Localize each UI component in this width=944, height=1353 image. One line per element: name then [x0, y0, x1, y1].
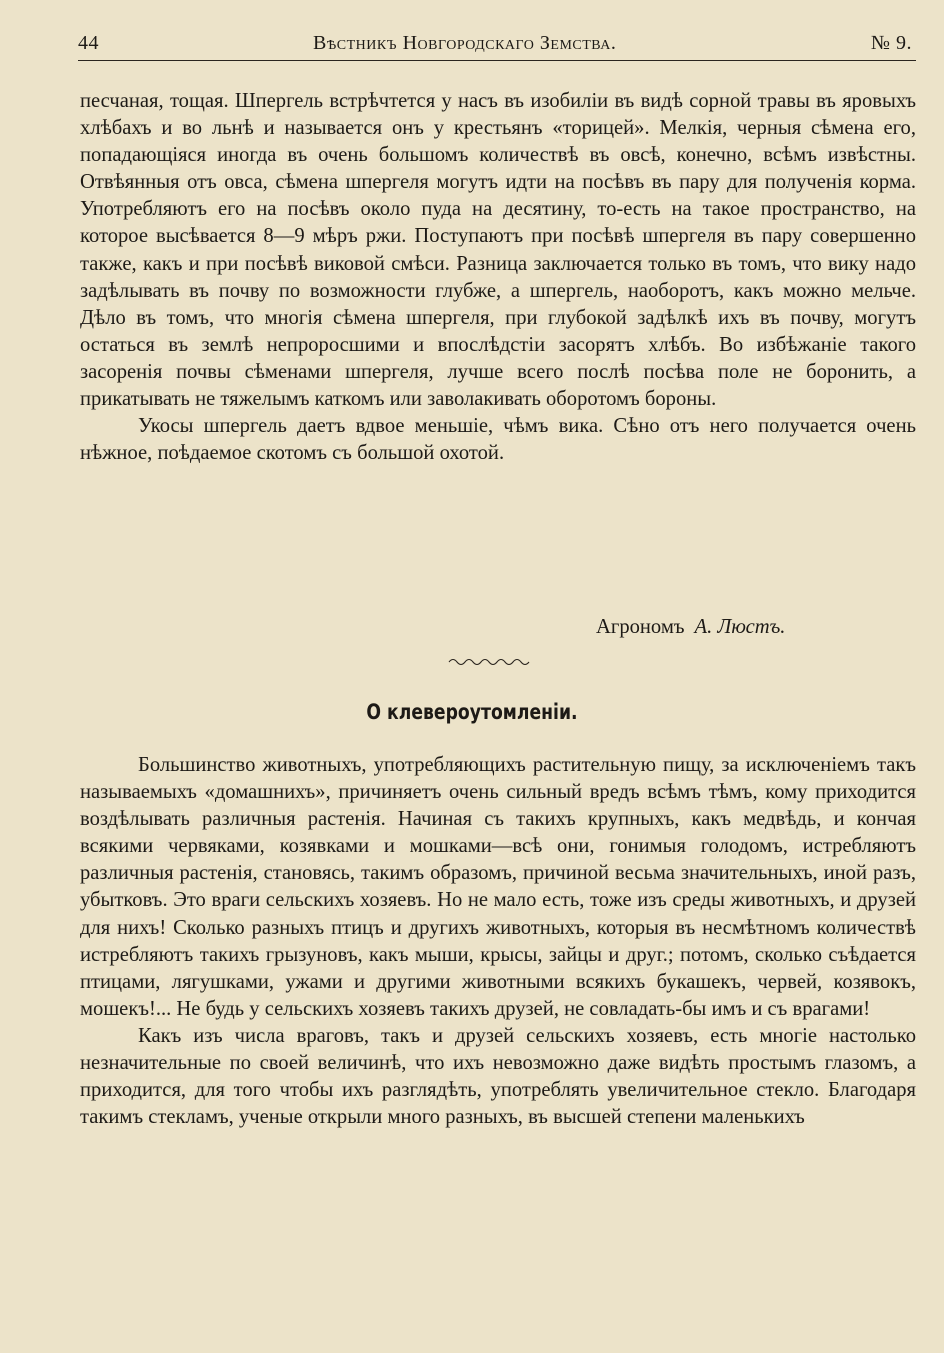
journal-title: Вѣстникъ Новгородскаго Земства. [313, 32, 617, 54]
running-header [78, 28, 916, 62]
article2-paragraph: Какъ изъ числа враговъ, такъ и друзей сельскихъ хозяевъ, есть многіе настолько незначительные по своей величинѣ, что ихъ невозможно даже видѣть простымъ глазомъ, а приходится, для того чтобы ихъ разглядѣть, употреблять увеличительное стекло. Благодаря такимъ стекламъ, ученые открыли много разныхъ, въ высшей степени маленькихъ [80, 1024, 916, 1129]
article1-paragraph: песчаная, тощая. Шпергель встрѣчтется у насъ въ изобиліи въ видѣ сорной травы въ яровыхъ хлѣбахъ и во льнѣ и называется онъ у крестьянъ «торицей». Мелкія, черныя сѣмена его, попадающіяся иногда въ очень большомъ количествѣ въ овсѣ, конечно, всѣмъ извѣстны. Отвѣянныя отъ овса, сѣмена шпергеля могутъ идти на посѣвъ въ пару для полученія корма. Употребляютъ его на посѣвъ около пуда на десятину, то-есть на такое пространство, на которое высѣвается 8—9 мѣръ ржи. Поступаютъ при посѣвѣ шпергеля въ пару совершенно также, какъ и при посѣвѣ виковой смѣси. Разница заключается только въ томъ, что вику надо задѣлывать въ почву по возможности глубже, а шпергель, наоборотъ, какъ можно мельче. Дѣло въ томъ, что многія сѣмена шпергеля, при глубокой задѣлкѣ ихъ въ почву, могутъ остаться въ землѣ непроросшими и впослѣдстіи засорятъ хлѣбъ. Во избѣжаніе такого засоренія почвы сѣменами шпергеля, лучше всего послѣ посѣва поле не боронить, а прикатывать не тяжелымъ каткомъ или заволакивать оборотомъ бороны. [80, 90, 916, 411]
signature-title: Агрономъ [596, 616, 685, 638]
article2-text [80, 752, 916, 1131]
article2-title: О клевероутомленіи. [366, 700, 578, 724]
issue-number: № 9. [870, 32, 912, 54]
page-number: 44 [78, 32, 99, 54]
header-rule [78, 60, 916, 61]
article1-text [80, 88, 916, 467]
article2-paragraph: Большинство животныхъ, употребляющихъ растительную пищу, за исключеніемъ такъ называемыхъ «домашнихъ», причиняетъ очень сильный вредъ всѣмъ тѣмъ, кому приходится воздѣлывать различныя растенія. Начиная съ такихъ крупныхъ, какъ медвѣдь, и кончая всякими червяками, козявками и мошками—всѣ они, гонимыя голодомъ, истребляютъ различныя растенія, становясь, такимъ образомъ, причиной весьма значительныхъ, иной разъ, убытковъ. Это враги сельскихъ хозяевъ. Но не мало есть, тоже изъ среды животныхъ, и друзей для нихъ! Сколько разныхъ птицъ и другихъ животныхъ, которыя въ несмѣтномъ количествѣ истребляютъ такихъ грызуновъ, какъ мыши, крысы, зайцы и друг.; потомъ, сколько съѣдается птицами, лягушками, ужами и другими животными всякихъ букашекъ, червей, козявокъ, мошекъ!... Не будь у сельскихъ хозяевъ такихъ друзей, не совладать-бы имъ и съ врагами! [80, 754, 916, 1020]
section-divider-ornament [447, 654, 533, 668]
signature-author: А. Люстъ. [694, 616, 786, 638]
article1-signature [596, 616, 785, 639]
article1-paragraph: Укосы шпергель даетъ вдвое меньшіе, чѣмъ вика. Сѣно отъ него получается очень нѣжное, поѣдаемое скотомъ съ большой охотой. [80, 415, 916, 465]
